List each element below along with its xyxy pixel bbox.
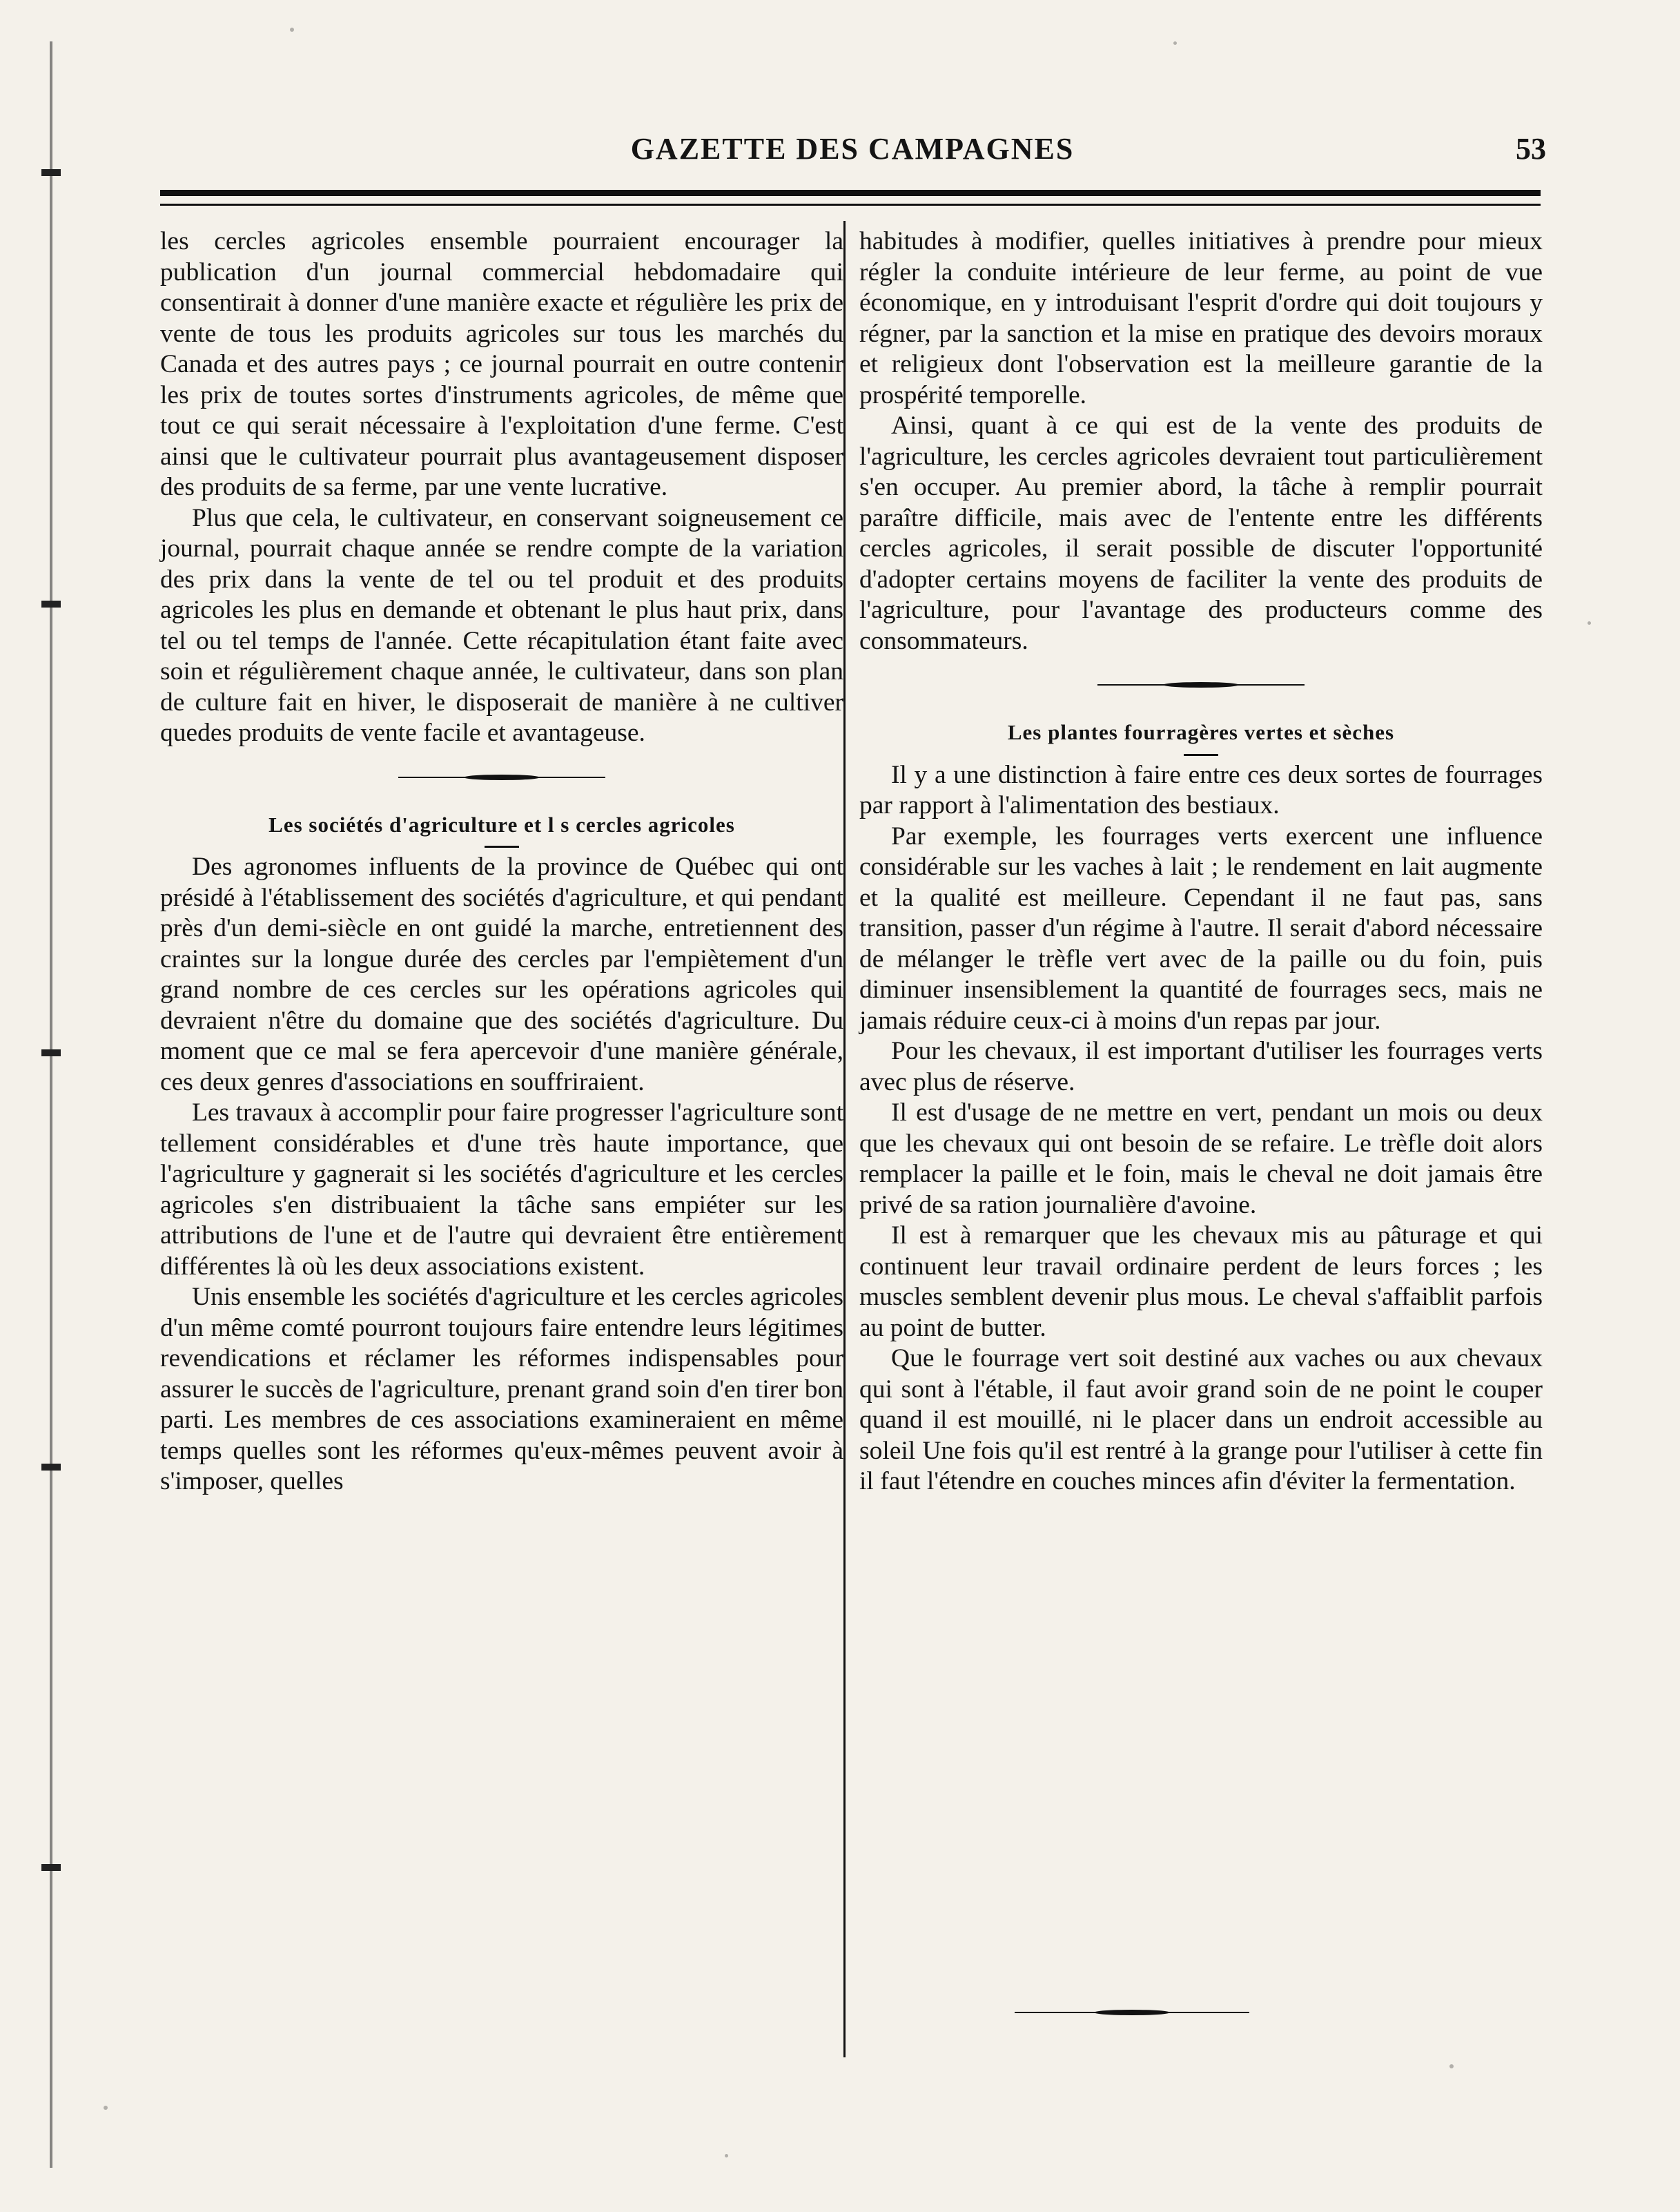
right-column <box>859 226 1543 1497</box>
print-speckle <box>1449 2064 1454 2068</box>
print-speckle <box>290 28 294 32</box>
paragraph: Des agronomes influents de la province de Québec qui ont présidé à l'établissement des sociétés d'agriculture, et qui pendant près d'un demi-siècle en ont guidé la marche, entretiennent des craintes sur la longue durée des cercles par l'empiètement d'un grand nombre de ces cercles sur les opérations agricoles qui devraient n'être du domaine que des sociétés d'agriculture. Du moment que ce mal se fera apercevoir d'une manière générale, ces deux genres d'associations en souffriraient. <box>160 853 843 1096</box>
print-speckle <box>104 2106 108 2110</box>
paragraph: Il est d'usage de ne mettre en vert, pendant un mois ou deux que les chevaux qui ont besoin de se refaire. Le trèfle doit alors remplacer la paille et le foin, mais le cheval ne doit jamais être privé de sa ration journalière d'avoine. <box>859 1098 1543 1219</box>
section-divider-ornament <box>160 756 843 797</box>
page-header <box>159 131 1546 180</box>
header-rule-thick <box>160 190 1541 196</box>
binding-mark <box>41 1049 61 1056</box>
paragraph: Par exemple, les fourrages verts exercent une influence considérable sur les vaches à lait ; le rendement en lait augmente et la qualité est meilleure. Cependant il ne faut pas, sans transition, passer d'un régime à l'autre. Il serait d'abord nécessaire de mélanger le trèfle vert avec de la paille ou du foin, puis diminuer insensiblement la quantité de fourrages secs, mais ne jamais réduire ceux-ci à moins d'un repas par jour. <box>859 822 1543 1035</box>
paragraph: Ainsi, quant à ce qui est de la vente des produits de l'agriculture, les cercles agricoles devraient tout particulièrement s'en occuper. Au premier abord, la tâche à remplir pourrait paraître difficile, mais avec de l'entente entre les différents cercles agricoles, il serait possible de discuter l'opportunité d'adopter certains moyens de faciliter la vente des produits de l'agriculture, pour l'avantage des producteurs comme des consommateurs. <box>859 411 1543 655</box>
section-title: Les sociétés d'agriculture et l s cercles agricoles <box>268 812 735 837</box>
title-dash <box>485 846 519 848</box>
column-divider <box>843 221 846 2057</box>
paragraph: Il y a une distinction à faire entre ces deux sortes de fourrages par rapport à l'alimentation des bestiaux. <box>859 760 1543 819</box>
print-speckle <box>725 2154 728 2157</box>
paragraph: Il est à remarquer que les chevaux mis au pâturage et qui continuent leur travail ordinaire perdent de leurs forces ; les muscles semblent devenir plus mous. Le cheval s'affaiblit parfois au point de butter. <box>859 1221 1543 1342</box>
end-ornament <box>1015 2002 1249 2023</box>
title-dash <box>1184 754 1218 756</box>
binding-mark <box>41 601 61 608</box>
binding-mark <box>41 1864 61 1871</box>
left-column <box>160 226 843 1497</box>
paragraph: Pour les chevaux, il est important d'utiliser les fourrages verts avec plus de réserve. <box>859 1037 1543 1096</box>
binding-mark <box>41 1464 61 1471</box>
paragraph: Unis ensemble les sociétés d'agriculture et les cercles agricoles d'un même comté pourront toujours faire entendre leurs légitimes revendications et réclamer les réformes indispensables pour assurer le succès de l'agriculture, prenant grand soin d'en tirer bon parti. Les membres de ces associations examineraient en même temps quelles sont les réformes qu'eux-mêmes peuvent avoir à s'imposer, quelles <box>160 1283 843 1495</box>
print-speckle <box>1588 621 1591 625</box>
paragraph: Les travaux à accomplir pour faire progresser l'agriculture sont tellement considérables et d'une très haute importance, que l'agriculture y gagnerait si les sociétés d'agriculture et les cercles agricoles s'en distribuaient la tâche sans empiéter sur les attributions de l'une et de l'autre qui devraient être entièrement différentes là où les deux associations existent. <box>160 1098 843 1281</box>
paragraph: les cercles agricoles ensemble pourraient encourager la publication d'un journal commercial hebdomadaire qui consentirait à donner d'une manière exacte et régulière les prix de vente de tous les produits agricoles sur tous les marchés du Canada et des autres pays ; ce journal pourrait en outre contenir les prix de toutes sortes d'instruments agricoles, de même que tout ce qui serait nécessaire à l'exploitation d'une ferme. C'est ainsi que le cultivateur pourrait plus avantageusement disposer des produits de sa ferme, par une vente lucrative. <box>160 227 843 501</box>
running-title: GAZETTE DES CAMPAGNES <box>630 132 1075 166</box>
paragraph: Que le fourrage vert soit destiné aux vaches ou aux chevaux qui sont à l'étable, il faut avoir grand soin de ne point le couper quand il est mouillé, ni le placer dans un endroit accessible au soleil Une fois qu'il est rentré à la grange pour l'utiliser à cette fin il faut l'étendre en couches minces afin d'éviter la fermentation. <box>859 1344 1543 1495</box>
page-number: 53 <box>1516 132 1546 166</box>
section-divider-ornament <box>859 663 1543 705</box>
header-rule-thin <box>160 204 1541 206</box>
binding-gutter-line <box>50 41 52 2168</box>
section-title: Les plantes fourragères vertes et sèches <box>1007 720 1395 744</box>
paragraph: habitudes à modifier, quelles initiatives à prendre pour mieux régler la conduite intérieure de leur ferme, au point de vue économique, en y introduisant l'esprit d'ordre qui doit toujours y régner, par la sanction et la mise en pratique des devoirs moraux et religieux dont l'observation est la meilleure garantie de la prospérité temporelle. <box>859 227 1543 409</box>
binding-mark <box>41 169 61 176</box>
paragraph: Plus que cela, le cultivateur, en conservant soigneusement ce journal, pourrait chaque année se rendre compte de la variation des prix dans la vente de tel ou tel produit et des produits agricoles les plus en demande et obtenant le plus haut prix, dans tel ou tel temps de l'année. Cette récapitulation étant faite avec soin et régulièrement chaque année, le cultivateur, dans son plan de culture fait en hiver, le disposerait de manière à ne cultiver quedes produits de vente facile et avantageuse. <box>160 503 843 747</box>
print-speckle <box>1173 41 1177 45</box>
